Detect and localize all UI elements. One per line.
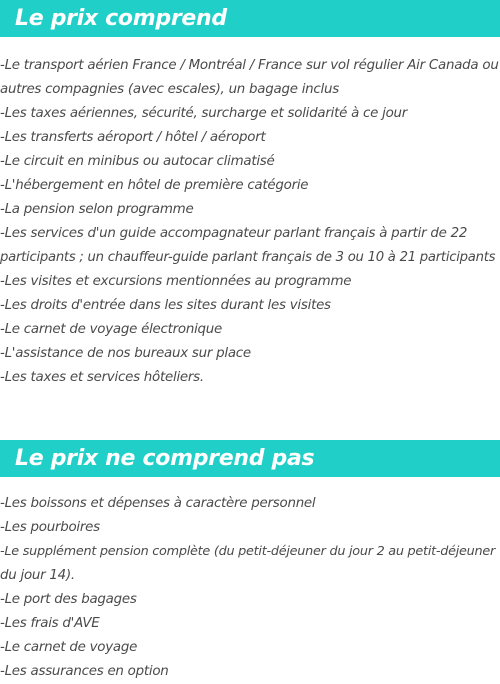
excluded-item: -Le supplément pension complète (du petit-déjeuner du jour 2 au petit-déjeuner	[0, 544, 496, 559]
excluded-item: -Les assurances en option	[0, 664, 169, 679]
included-item: -Le circuit en minibus ou autocar climatisé	[0, 154, 275, 169]
excluded-item: -Les pourboires	[0, 520, 100, 535]
included-item: -L'hébergement en hôtel de première catégorie	[0, 178, 309, 193]
excluded-items-list	[0, 492, 500, 684]
included-item: -La pension selon programme	[0, 202, 194, 217]
included-section-header	[0, 0, 500, 37]
included-item: participants ; un chauffeur-guide parlant français de 3 ou 10 à 21 participants	[0, 250, 496, 265]
included-item: -Les services d'un guide accompagnateur parlant français à partir de 22	[0, 226, 468, 241]
included-item: -Le carnet de voyage électronique	[0, 322, 223, 337]
excluded-item: -Les boissons et dépenses à caractère personnel	[0, 496, 316, 511]
included-item: -Les taxes et services hôteliers.	[0, 370, 204, 385]
included-items-list	[0, 54, 500, 390]
included-item: -L'assistance de nos bureaux sur place	[0, 346, 251, 361]
included-item: -Les visites et excursions mentionnées au programme	[0, 274, 352, 289]
excluded-item: -Le port des bagages	[0, 592, 137, 607]
included-item: -Les taxes aériennes, sécurité, surcharge et solidarité à ce jour	[0, 106, 408, 121]
included-item: -Le transport aérien France / Montréal / France sur vol régulier Air Canada ou	[0, 58, 499, 73]
excluded-item: -Le carnet de voyage	[0, 640, 138, 655]
excluded-item: du jour 14).	[0, 568, 75, 583]
included-item: autres compagnies (avec escales), un bagage inclus	[0, 82, 339, 97]
excluded-section-title: Le prix ne comprend pas	[15, 446, 315, 471]
included-item: -Les transferts aéroport / hôtel / aéroport	[0, 130, 266, 145]
excluded-section-header	[0, 440, 500, 477]
excluded-item: -Les frais d'AVE	[0, 616, 100, 631]
included-section-title: Le prix comprend	[15, 6, 227, 31]
included-item: -Les droits d'entrée dans les sites durant les visites	[0, 298, 331, 313]
